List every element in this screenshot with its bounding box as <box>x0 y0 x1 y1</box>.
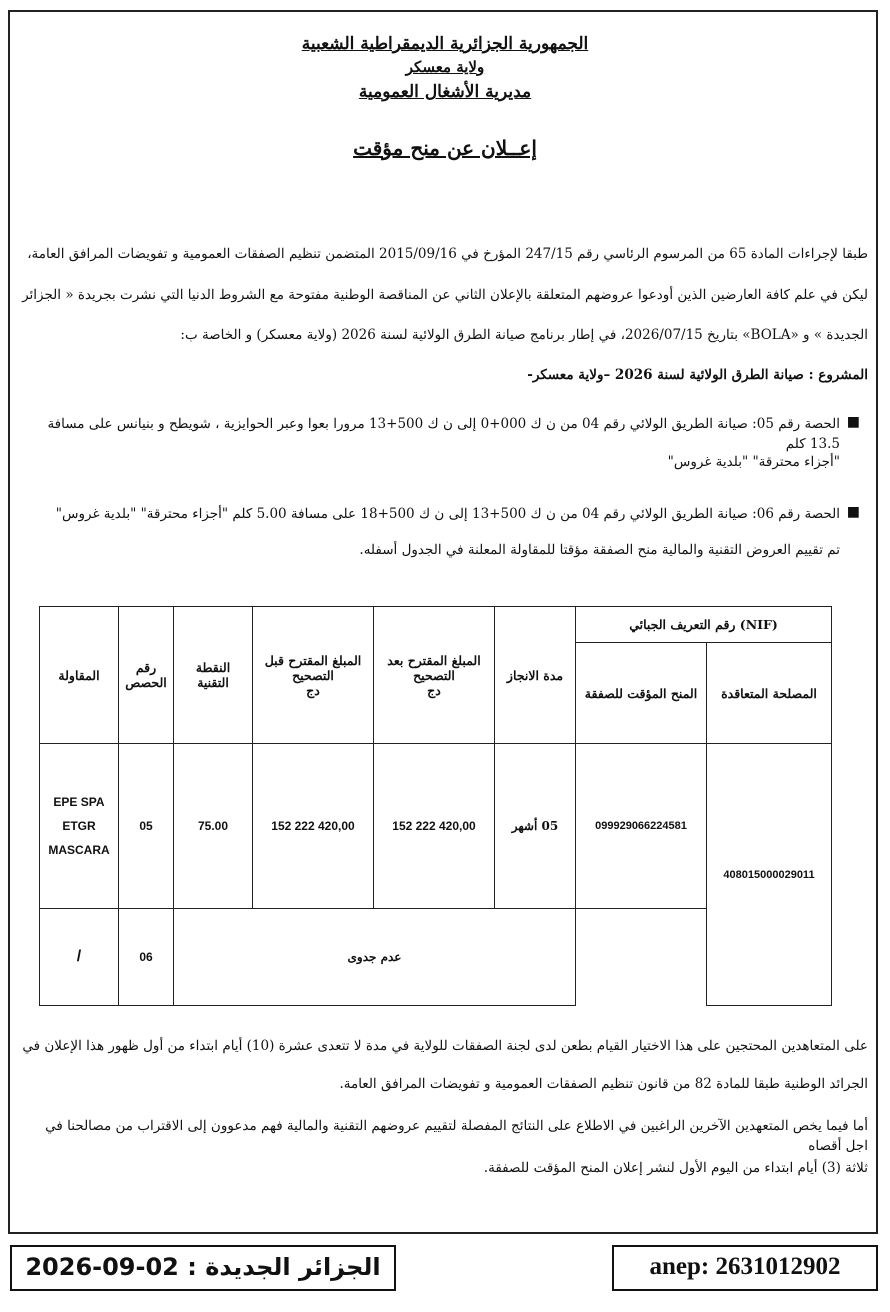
before-correction-header: المبلغ المقترح قبل التصحيح دج <box>253 607 374 744</box>
footer-line-3: أما فيما يخص المتعهدين الآخرين الراغبين في الاطلاع على النتائج المفصلة لتقييم عروضهم التقنية والمالية فهم مدعوون إلى الاقتراب من مصالحنا في اجل أقصاه <box>45 1118 868 1154</box>
amount-before-cell: 152 222 420,00 <box>253 744 374 909</box>
bullet-icon: ■ <box>846 504 860 520</box>
company-cell: EPE SPA ETGR MASCARA <box>40 744 119 909</box>
award-table <box>39 606 832 1006</box>
duration-header: مدة الانجاز <box>495 607 576 744</box>
after-correction-header: المبلغ المقترح بعد التصحيح دج <box>374 607 495 744</box>
lot-number-header: رقم الحصص <box>119 607 174 744</box>
lot05-line-a: الحصة رقم 05: صيانة الطريق الولائي رقم 04 من ن ك 000+0 إلى ن ك 500+13 مرورا بعوا وعبر الحوايزية ، شويطح و بنيانس على مسافة 13.5 كلم <box>47 416 840 452</box>
company-header: المقاولة <box>40 607 119 744</box>
footer-line-2: الجرائد الوطنية طبقا للمادة 82 من قانون تنظيم الصفقات العمومية و تفويضات المرافق العامة. <box>339 1076 868 1092</box>
table-row <box>40 744 832 909</box>
amount-after-cell: 152 222 420,00 <box>374 744 495 909</box>
body-line-2: ليكن في علم كافة العارضين الذين أودعوا عروضهم المتعلقة بالإعلان الثاني عن المناقصة الوطنية مفتوحة مع الشروط الدنيا التي نشرت بجريدة « الجزائر <box>22 287 868 303</box>
duration-cell: 05 أشهر <box>495 744 576 909</box>
footer-line-1: على المتعاهدين المحتجين على هذا الاختيار القيام بطعن لدى لجنة الصفقات للولاية في مدة لا تتعدى عشرة (10) أيام ابتداء من أول ظهور هذا الإعلان في <box>22 1038 868 1054</box>
score-cell: 75.00 <box>174 744 253 909</box>
nif-header: (NIF) رقم التعريف الجبائي <box>576 607 832 643</box>
contracting-service-header: المصلحة المتعاقدة <box>707 643 832 744</box>
lot-cell: 06 <box>119 909 174 1006</box>
provisional-award-header: المنح المؤقت للصفقة <box>576 643 707 744</box>
lot-cell: 05 <box>119 744 174 909</box>
status-cell: عدم جدوى <box>174 909 576 1006</box>
lot05-line-b: "أجزاء محترقة" "بلدية غروس" <box>667 454 840 470</box>
service-nif: 408015000029011 <box>707 744 832 1006</box>
body-line-1: طبقا لإجراءات المادة 65 من المرسوم الرئاسي رقم 247/15 المؤرخ في 2015/09/16 المتضمن تنظيم الصفقات العمومية و تفويضات المرافق العامة، <box>27 246 868 262</box>
evaluation-line: تم تقييم العروض التقنية والمالية منح الصفقة مؤقتا للمقاولة المعلنة في الجدول أسفله. <box>359 542 840 558</box>
technical-score-header: النقطة التقنية <box>174 607 253 744</box>
lot06-line-a: الحصة رقم 06: صيانة الطريق الولائي رقم 04 من ن ك 500+13 إلى ن ك 500+18 على مسافة 5.00 كلم "أجزاء محترقة" "بلدية غروس" <box>55 506 840 522</box>
footer-line-4: ثلاثة (3) أيام ابتداء من اليوم الأول لنشر إعلان المنح المؤقت للصفقة. <box>483 1160 868 1176</box>
wilaya-header: ولاية معسكر <box>405 58 485 76</box>
company-cell: / <box>40 909 119 1006</box>
directorate-header: مديرية الأشغال العمومية <box>358 82 532 102</box>
publication-stamp: الجزائر الجديدة : 02-09-2026 <box>10 1245 396 1291</box>
republic-header: الجمهورية الجزائرية الديمقراطية الشعبية <box>301 34 589 54</box>
project-line: المشروع : صيانة الطرق الولائية لسنة 2026 –ولاية معسكر- <box>527 367 868 383</box>
anep-stamp: anep: 2631012902 <box>612 1245 878 1291</box>
notice-title: إعــلان عن منح مؤقت <box>353 136 537 160</box>
bullet-icon: ■ <box>846 414 860 430</box>
body-line-3: الجديدة » و «BOLA» بتاريخ 2026/07/15، في إطار برنامج صيانة الطرق الولائية لسنة 2026 (ولاية معسكر) و الخاصة ب: <box>180 327 868 343</box>
provisional-nif: 099929066224581 <box>576 744 707 909</box>
